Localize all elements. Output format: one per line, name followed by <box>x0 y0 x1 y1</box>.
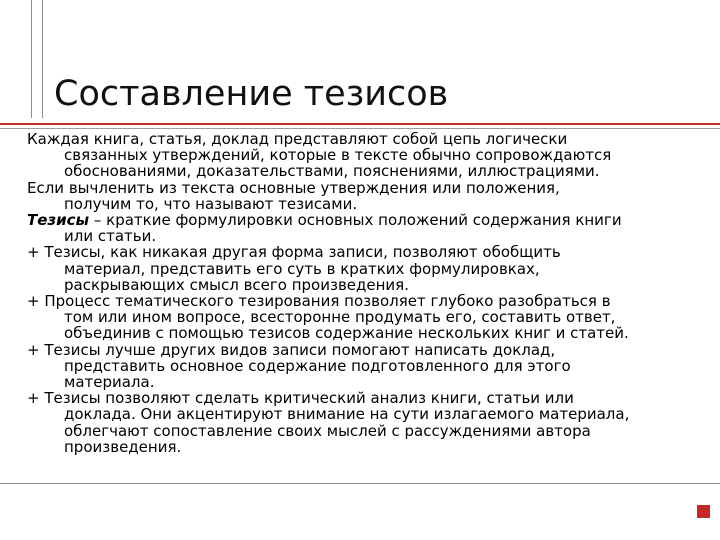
list-item-advantage-4: + Тезисы позволяют сделать критический анализ книги, статьи или доклада. Они акцентируют внимание на сути излагаемого материала, облегчают сопоставление своих мыслей с рассуждениями автора произведения. <box>27 389 630 456</box>
term-theses: Тезисы <box>27 211 90 230</box>
paragraph-intro: Каждая книга, статья, доклад представляют собой цепь логически связанных утверждений, которые в тексте обычно сопровождаются обоснованиями, доказательствами, пояснениями, иллюстрациями. <box>27 130 612 181</box>
list-item-advantage-1: + Тезисы, как никакая другая форма записи, позволяют обобщить материал, представить его суть в кратких формулировках, раскрывающих смысл всего произведения. <box>27 243 561 294</box>
bottom-rule <box>0 483 720 484</box>
title-underline-red <box>0 123 720 125</box>
title-underline-gray <box>0 128 720 129</box>
list-item-advantage-2: + Процесс тематического тезирования позволяет глубоко разобраться в том или ином вопросе, всесторонне продумать его, составить ответ, объединив с помощью тезисов содержание нескольких книг и статей. <box>27 292 629 343</box>
list-item-advantage-3: + Тезисы лучше других видов записи помогают написать доклад, представить основное содержание подготовленного для этого материала. <box>27 340 571 392</box>
paragraph-definition: Тезисы – краткие формулировки основных положений содержания книги или статьи. <box>27 211 622 246</box>
decorative-vertical-line-right <box>42 0 43 118</box>
slide-body <box>27 131 707 455</box>
decorative-red-square <box>697 505 710 518</box>
slide-title: Составление тезисов <box>54 74 449 114</box>
decorative-vertical-line-left <box>31 0 32 118</box>
paragraph-definition-lead: Если вычленить из текста основные утверждения или положения, получим то, что называют тезисами. <box>27 178 560 213</box>
